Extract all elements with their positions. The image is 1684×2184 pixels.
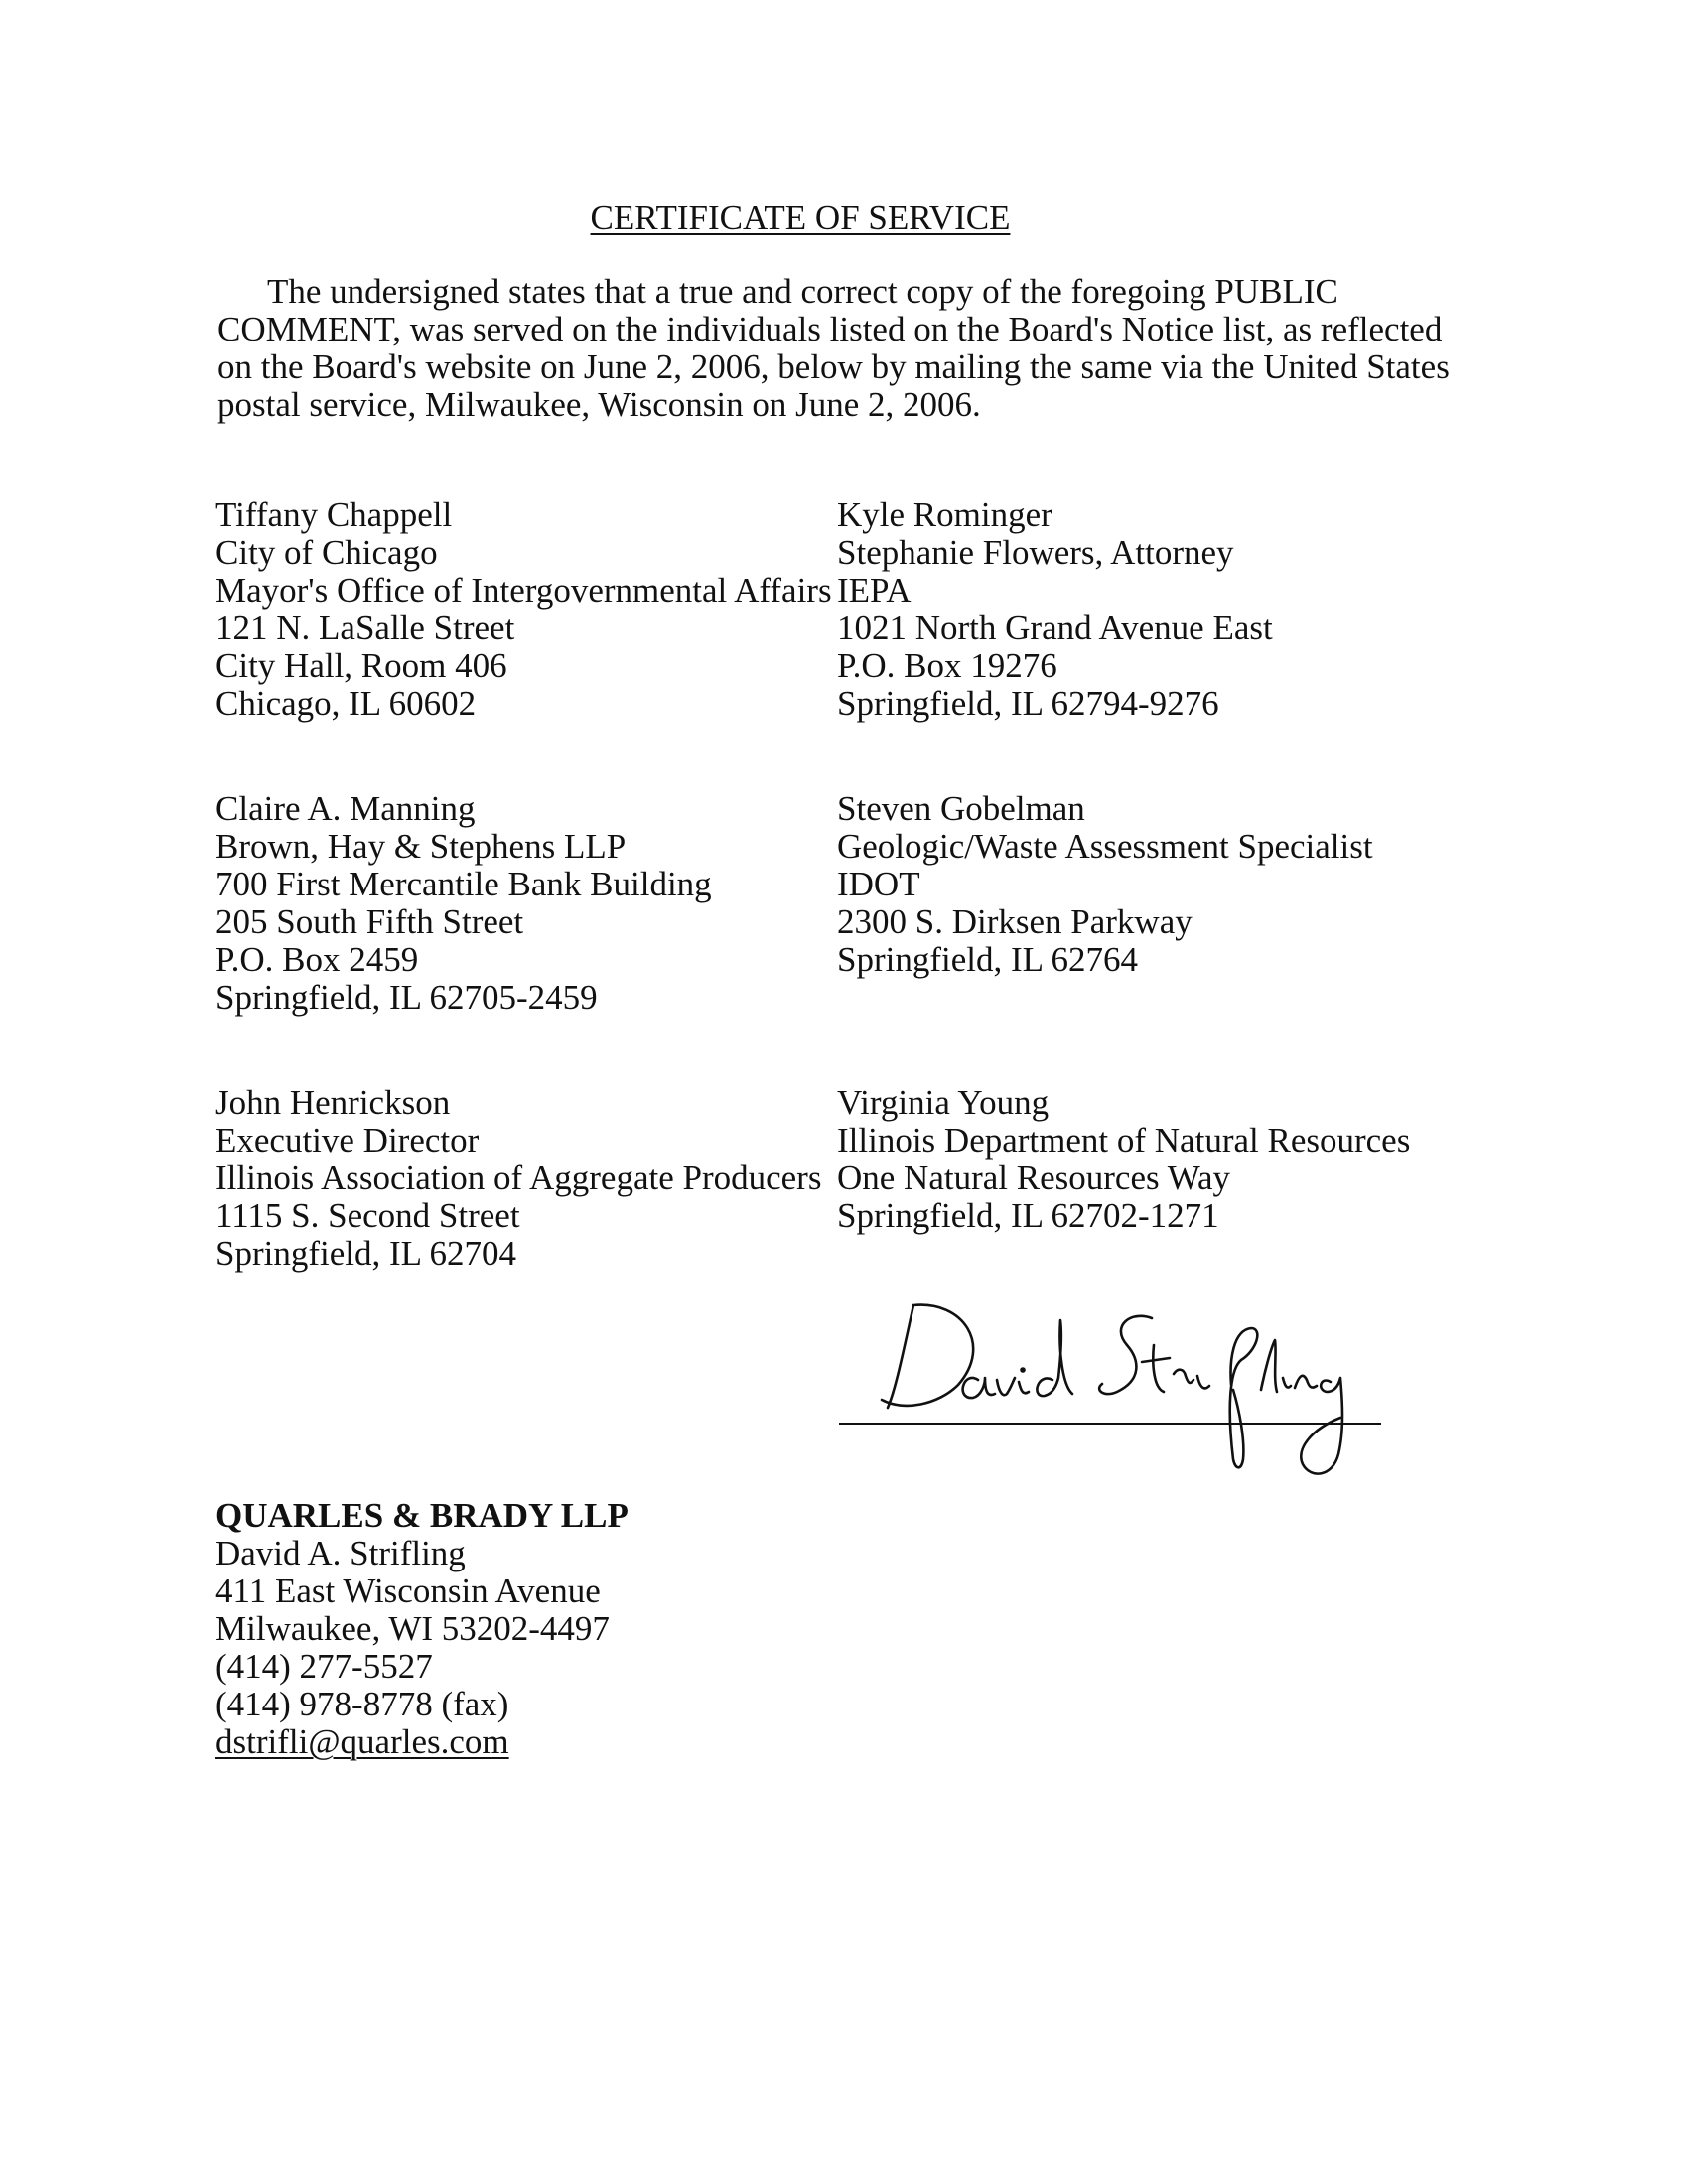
recipient-line: Brown, Hay & Stephens LLP (215, 827, 627, 866)
recipient-line: Mayor's Office of Intergovernmental Affairs (215, 571, 832, 610)
recipient-line: Illinois Department of Natural Resources (837, 1121, 1411, 1160)
recipient-line: City Hall, Room 406 (215, 646, 507, 685)
recipient-line: P.O. Box 2459 (215, 940, 419, 979)
recipient-line: One Natural Resources Way (837, 1159, 1230, 1197)
recipient-name: Tiffany Chappell (215, 495, 453, 534)
firm-phone: (414) 277-5527 (215, 1647, 433, 1686)
recipient-line: IEPA (837, 571, 912, 610)
email-link[interactable]: dstrifli@quarles.com (215, 1722, 509, 1761)
recipient-line: Springfield, IL 62764 (837, 940, 1138, 979)
document-title: CERTIFICATE OF SERVICE (590, 199, 1011, 237)
intro-line: on the Board's website on June 2, 2006, below by mailing the same via the United States (217, 347, 1450, 386)
intro-paragraph (217, 272, 1450, 424)
recipient-name: Kyle Rominger (837, 495, 1052, 534)
recipient-block-manning (215, 790, 712, 1017)
recipient-line: 1021 North Grand Avenue East (837, 609, 1273, 647)
recipient-line: Springfield, IL 62794-9276 (837, 684, 1219, 723)
recipient-block-young (837, 1084, 1410, 1235)
firm-city: Milwaukee, WI 53202-4497 (215, 1609, 610, 1648)
recipient-line: 205 South Fifth Street (215, 902, 524, 941)
recipient-line: Chicago, IL 60602 (215, 684, 477, 723)
recipient-line: Springfield, IL 62705-2459 (215, 978, 598, 1017)
recipient-line: Geologic/Waste Assessment Specialist (837, 827, 1373, 866)
recipient-name: John Henrickson (215, 1083, 451, 1122)
recipient-line: 1115 S. Second Street (215, 1196, 520, 1235)
firm-signature-block (215, 1497, 629, 1761)
recipient-line: IDOT (837, 865, 920, 903)
recipient-line: Executive Director (215, 1121, 480, 1160)
intro-line: COMMENT, was served on the individuals listed on the Board's Notice list, as reflected (217, 310, 1443, 348)
signature-line (839, 1423, 1381, 1425)
intro-line: postal service, Milwaukee, Wisconsin on June 2, 2006. (217, 385, 981, 424)
recipient-line: 2300 S. Dirksen Parkway (837, 902, 1193, 941)
firm-fax: (414) 978-8778 (fax) (215, 1685, 509, 1723)
firm-street: 411 East Wisconsin Avenue (215, 1571, 601, 1610)
recipient-line: P.O. Box 19276 (837, 646, 1057, 685)
recipient-name: Steven Gobelman (837, 789, 1085, 828)
recipient-name: Claire A. Manning (215, 789, 476, 828)
recipient-block-rominger (837, 496, 1273, 723)
recipient-line: Springfield, IL 62704 (215, 1234, 516, 1273)
handwritten-signature (874, 1291, 1390, 1489)
recipient-block-gobelman (837, 790, 1373, 979)
recipient-line: 700 First Mercantile Bank Building (215, 865, 712, 903)
recipient-line: Springfield, IL 62702-1271 (837, 1196, 1219, 1235)
recipient-block-chappell (215, 496, 832, 723)
recipient-line: City of Chicago (215, 533, 438, 572)
recipient-line: Illinois Association of Aggregate Producers (215, 1159, 822, 1197)
recipient-line: 121 N. LaSalle Street (215, 609, 515, 647)
recipient-line: Stephanie Flowers, Attorney (837, 533, 1234, 572)
firm-name: QUARLES & BRADY LLP (215, 1496, 629, 1535)
recipient-name: Virginia Young (837, 1083, 1050, 1122)
attorney-name: David A. Strifling (215, 1534, 466, 1572)
intro-line: The undersigned states that a true and correct copy of the foregoing PUBLIC (267, 272, 1338, 311)
recipient-block-henrickson (215, 1084, 821, 1273)
